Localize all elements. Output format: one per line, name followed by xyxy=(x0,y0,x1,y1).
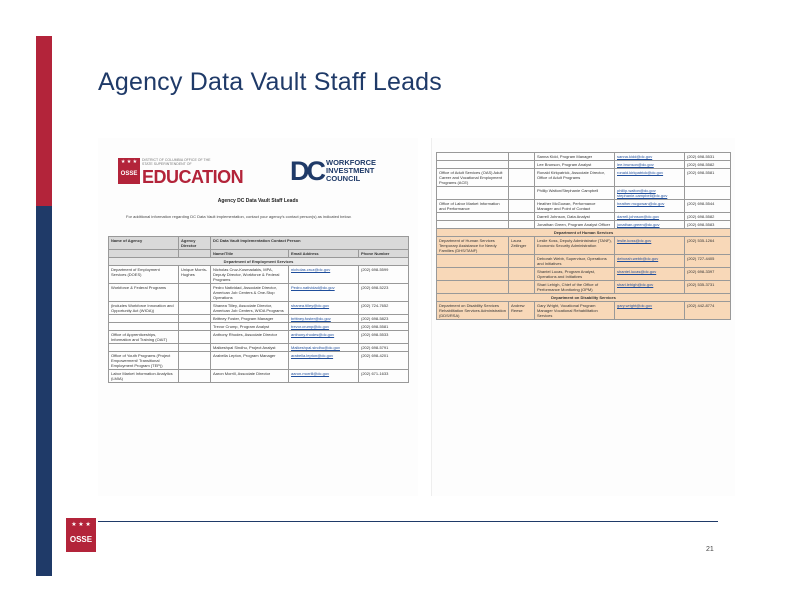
cell-contact: Pedro Natividad, Associate Director, American Job Centers & One-Stop Operations xyxy=(211,284,289,302)
dc-logo-line1: WORKFORCE xyxy=(326,158,376,167)
osse-logo-education: EDUCATION xyxy=(142,167,244,187)
table-row xyxy=(437,161,731,169)
footer-logo-stars: ★ ★ ★ xyxy=(71,522,91,528)
cell-director xyxy=(509,255,535,268)
cell-email[interactable]: arabella.lepton@dc.gov xyxy=(289,352,359,370)
cell-agency xyxy=(437,268,509,281)
table-row xyxy=(437,302,731,320)
cell-contact: Aaron Morrill, Associate Director xyxy=(211,370,289,383)
cell-director xyxy=(179,331,211,344)
cell-director xyxy=(509,281,535,294)
cell-phone: (202) 698-5791 xyxy=(359,344,409,352)
section-dds: Department on Disability Services xyxy=(437,294,731,302)
cell-director xyxy=(509,153,535,161)
cell-director xyxy=(179,323,211,331)
subheader-phone: Phone Number xyxy=(359,250,409,258)
cell-agency xyxy=(437,221,509,229)
cell-email[interactable]: brittney.foster@dc.gov xyxy=(289,315,359,323)
dc-workforce-logo xyxy=(290,156,400,186)
subheader-email: Email Address xyxy=(289,250,359,258)
cell-agency: Office of Youth Programs (Project Empowerment/ Transitional Employment Program (TEP)) xyxy=(109,352,179,370)
cell-director xyxy=(509,221,535,229)
table-row xyxy=(437,237,731,255)
table-row xyxy=(109,315,409,323)
cell-agency: (includes Workforce Innovation and Opportunity Act (WIOA)) xyxy=(109,302,179,315)
cell-director xyxy=(509,268,535,281)
table-row xyxy=(437,281,731,294)
cell-agency xyxy=(437,213,509,221)
cell-email[interactable]: shanea.tilley@dc.gov xyxy=(289,302,359,315)
cell-director xyxy=(509,187,535,200)
cell-agency: Department of Human Services Temporary Assistance for Needy Families (DHS/TANF) xyxy=(437,237,509,255)
cell-email[interactable]: trevor.crump@dc.gov xyxy=(289,323,359,331)
cell-contact: Anthony Rhodes, Associate Director xyxy=(211,331,289,344)
doc2-rows-top xyxy=(437,153,731,229)
cell-contact: Gary Wright, Vocational Program Manager Vocational Rehabilitation Services xyxy=(535,302,615,320)
staff-table-right xyxy=(436,152,731,320)
cell-contact: Leslie Koss, Deputy Administrator (TANF), Economic Security Administration xyxy=(535,237,615,255)
cell-director xyxy=(509,200,535,213)
cell-contact: Deborah Webb, Supervisor, Operations and Initiatives xyxy=(535,255,615,268)
table-row xyxy=(437,255,731,268)
section-does: Department of Employment Services xyxy=(109,258,409,266)
cell-email[interactable]: nicholas.cruz@dc.gov xyxy=(289,266,359,284)
cell-phone: (202) 698-5823 xyxy=(359,315,409,323)
osse-logo-box xyxy=(118,158,140,184)
cell-contact: Lee Brunson, Program Analyst xyxy=(535,161,615,169)
cell-email[interactable]: leslie.koss@dc.gov xyxy=(615,237,685,255)
table-row xyxy=(109,323,409,331)
cell-email[interactable]: deborah.webb@dc.gov xyxy=(615,255,685,268)
cell-director: Andrew Reese xyxy=(509,302,535,320)
cell-phone: (202) 698-5582 xyxy=(685,161,731,169)
cell-director xyxy=(179,315,211,323)
cell-director xyxy=(509,169,535,187)
cell-contact: Shanea Tilley, Associate Director, American Job Centers, WIOA Programs xyxy=(211,302,289,315)
cell-phone: (202) 698-5583 xyxy=(685,221,731,229)
cell-phone: (202) 698-5531 xyxy=(685,153,731,161)
cell-contact: Shari Lehigh, Chief of the Office of Performance Monitoring (OPM) xyxy=(535,281,615,294)
cell-agency: Office of Apprenticeships, Information and Training (OAIT) xyxy=(109,331,179,344)
cell-email[interactable]: gary.wright@dc.gov xyxy=(615,302,685,320)
dc-logo-line2: INVESTMENT xyxy=(326,166,375,175)
dc-logo-mark: DC xyxy=(290,156,323,186)
table-row xyxy=(437,221,731,229)
table-row xyxy=(109,331,409,344)
cell-phone: (202) 698-5582 xyxy=(685,213,731,221)
dc-logo-line3: COUNCIL xyxy=(326,174,361,183)
footer-rule xyxy=(98,521,718,522)
table-row xyxy=(109,352,409,370)
document-page-right xyxy=(431,138,735,496)
doc-heading: Agency DC Data Vault Staff Leads xyxy=(217,198,299,204)
header-contact: DC Data Vault Implementation Contact Person xyxy=(211,237,409,250)
cell-contact: Jonathan Green, Program Analyst Officer xyxy=(535,221,615,229)
cell-contact: Shantel Lucas, Program Analyst, Operations and Initiatives xyxy=(535,268,615,281)
cell-phone: (202) 698-5581 xyxy=(685,169,731,187)
cell-contact: Phillip Walton/Stephanie Campbell xyxy=(535,187,615,200)
cell-director xyxy=(179,302,211,315)
table-row xyxy=(437,169,731,187)
cell-contact: Malkeshpal Sindhu, Project Analyst xyxy=(211,344,289,352)
header-director: Agency Director xyxy=(179,237,211,250)
table-row xyxy=(437,153,731,161)
cell-director xyxy=(509,161,535,169)
table-row xyxy=(437,268,731,281)
table-row xyxy=(109,370,409,383)
document-page-left xyxy=(98,138,418,496)
cell-phone: (202) 671-1633 xyxy=(359,370,409,383)
cell-agency: Office of Adult Services (OAS) Adult Career and Vocational Employment Programs (ACE) xyxy=(437,169,509,187)
cell-phone: (202) 724-7652 xyxy=(359,302,409,315)
osse-footer-logo xyxy=(66,518,96,552)
section-dhs: Department of Human Services xyxy=(437,229,731,237)
cell-contact: Heather McGowan, Performance Manager and Point of Contact xyxy=(535,200,615,213)
table-row xyxy=(109,302,409,315)
cell-agency xyxy=(437,161,509,169)
cell-email[interactable]: Pedro.natividad@dc.gov xyxy=(289,284,359,302)
cell-agency xyxy=(437,255,509,268)
subheader-name: Name/Title xyxy=(211,250,289,258)
cell-phone: (202) 535-1264 xyxy=(685,237,731,255)
cell-agency xyxy=(437,187,509,200)
osse-logo-stars: ★ ★ ★ xyxy=(120,159,138,165)
cell-phone: (202) 698-5599 xyxy=(359,266,409,284)
cell-contact: Brittney Foster, Program Manager xyxy=(211,315,289,323)
left-accent-bar xyxy=(36,36,52,576)
cell-phone: (202) 698-5581 xyxy=(359,323,409,331)
cell-email[interactable]: shari.lehigh@dc.gov xyxy=(615,281,685,294)
dc-logo-text xyxy=(326,159,376,183)
doc-intro: For additional information regarding DC Data Vault implementation, contact your agency's contact person(s) as indicated below. xyxy=(126,214,352,219)
cell-phone: (202) 698-4201 xyxy=(359,352,409,370)
page-number: 21 xyxy=(706,546,714,553)
left-accent-bar-navy xyxy=(36,206,52,576)
cell-contact: Nicholas Cruz-Kosmadakis, MPA, Deputy Director, Workforce & Federal Programs xyxy=(211,266,289,284)
cell-director: Unique Morris-Hughes xyxy=(179,266,211,284)
header-agency: Name of Agency xyxy=(109,237,179,250)
cell-email[interactable]: heather.mcgowan@dc.gov xyxy=(615,200,685,213)
osse-logo-subtitle: DISTRICT OF COLUMBIA OFFICE OF THE STATE SUPERINTENDENT OF xyxy=(142,158,211,166)
cell-agency xyxy=(437,153,509,161)
cell-agency: Labor Market Information Analytics (LMIA) xyxy=(109,370,179,383)
slide-title: Agency Data Vault Staff Leads xyxy=(98,68,442,96)
cell-agency: Workforce & Federal Programs xyxy=(109,284,179,302)
osse-education-logo xyxy=(118,158,273,188)
staff-table-left xyxy=(108,236,409,383)
cell-email[interactable]: aaron.morrill@dc.gov xyxy=(289,370,359,383)
cell-agency xyxy=(109,315,179,323)
doc2-rows-mid xyxy=(437,237,731,294)
cell-email[interactable]: phillip.walton@dc.gov stephanie.campbell@dc.gov xyxy=(615,187,685,200)
table-row xyxy=(109,284,409,302)
cell-agency: Department on Disability Services Rehabilitation Services Administration (DDS/RSA) xyxy=(437,302,509,320)
cell-director xyxy=(179,284,211,302)
doc2-rows-bottom xyxy=(437,302,731,320)
cell-phone: (202) 698-5533 xyxy=(359,331,409,344)
cell-email[interactable]: sanna.kidd@dc.gov xyxy=(615,153,685,161)
table-row xyxy=(437,200,731,213)
cell-director xyxy=(179,352,211,370)
cell-agency: Office of Labor Market Information and Performance xyxy=(437,200,509,213)
cell-director xyxy=(509,213,535,221)
cell-email[interactable]: shantel.lucas@dc.gov xyxy=(615,268,685,281)
cell-phone: (202) 698-5544 xyxy=(685,200,731,213)
cell-director: Laura Zeilinger xyxy=(509,237,535,255)
cell-email[interactable]: anthony.rhodes@dc.gov xyxy=(289,331,359,344)
cell-contact: Darrell Johnson, Data Analyst xyxy=(535,213,615,221)
cell-phone xyxy=(685,187,731,200)
cell-phone: (202) 442-8774 xyxy=(685,302,731,320)
cell-phone: (202) 727-4405 xyxy=(685,255,731,268)
table-row xyxy=(437,213,731,221)
cell-phone: (202) 698-3397 xyxy=(685,268,731,281)
footer-logo-word: OSSE xyxy=(69,535,93,544)
cell-director xyxy=(179,370,211,383)
table-row xyxy=(109,344,409,352)
table-row xyxy=(437,187,731,200)
cell-agency xyxy=(109,344,179,352)
cell-email[interactable]: ronald.kirkpatrick@dc.gov xyxy=(615,169,685,187)
cell-agency xyxy=(437,281,509,294)
cell-contact: Arabella Lepton, Program Manager xyxy=(211,352,289,370)
cell-phone: (202) 698-5223 xyxy=(359,284,409,302)
cell-contact: Ronald Kirkpatrick, Associate Director, Office of Adult Programs xyxy=(535,169,615,187)
cell-director xyxy=(179,344,211,352)
cell-agency: Department of Employment Services (DOES) xyxy=(109,266,179,284)
cell-phone: (202) 535-3731 xyxy=(685,281,731,294)
cell-contact: Sanna Kidd, Program Manager xyxy=(535,153,615,161)
doc1-rows xyxy=(109,266,409,383)
cell-agency xyxy=(109,323,179,331)
cell-contact: Trevor Crump, Program Analyst xyxy=(211,323,289,331)
osse-logo-word: OSSE xyxy=(120,171,138,177)
table-row xyxy=(109,266,409,284)
cell-email[interactable]: darrell.johnson@dc.gov xyxy=(615,213,685,221)
cell-email[interactable]: Malkeshpal.sindhu@dc.gov xyxy=(289,344,359,352)
cell-email[interactable]: jonathan.green@dc.gov xyxy=(615,221,685,229)
cell-email[interactable]: lee.brunson@dc.gov xyxy=(615,161,685,169)
